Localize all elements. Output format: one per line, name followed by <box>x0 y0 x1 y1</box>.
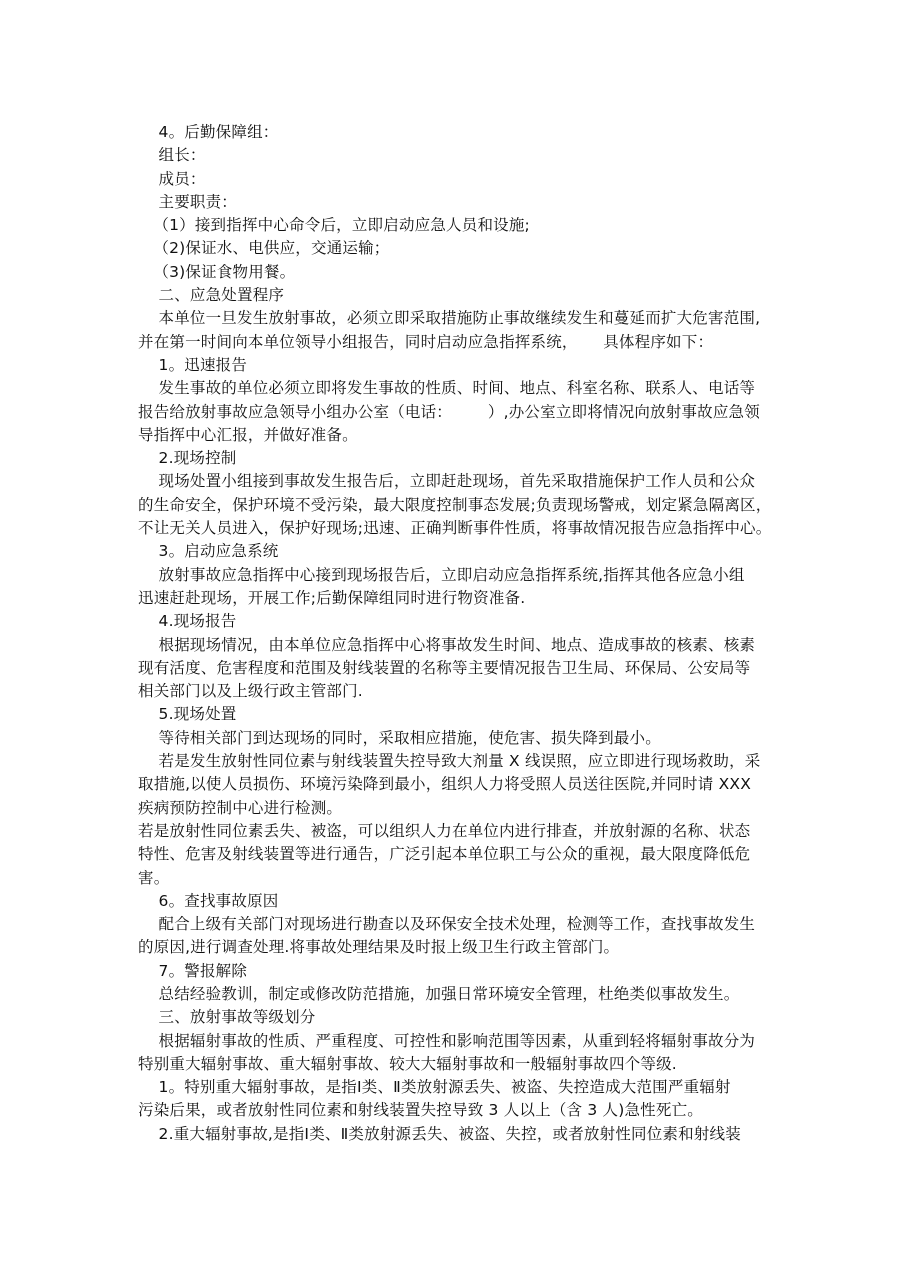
text-line: 2.重大辐射事故,是指Ⅰ类、Ⅱ类放射源丢失、被盗、失控，或者放射性同位素和射线装 <box>138 1124 741 1143</box>
text-line: 1。特别重大辐射事故，是指Ⅰ类、Ⅱ类放射源丢失、被盗、失控造成大范围严重辐射 <box>138 1078 731 1097</box>
text-line: 5.现场处置 <box>138 705 237 724</box>
text-line: 4。后勤保障组： <box>138 123 279 141</box>
text-line: 不让无关人员进入，保护好现场;迅速、正确判断事件性质，将事故情况报告应急指挥中心。 <box>138 519 772 538</box>
text-line: 特性、危害及射线装置等进行通告，广泛引起本单位职工与公众的重视，最大限度降低危 <box>138 845 751 864</box>
text-line: 1。迅速报告 <box>138 355 248 374</box>
text-line: 组长： <box>138 146 206 165</box>
text-line: 成员： <box>138 169 206 188</box>
text-line: 主要职责： <box>138 192 238 211</box>
text-line: 导指挥中心汇报，并做好准备。 <box>138 425 358 444</box>
text-line: 4.现场报告 <box>138 612 237 631</box>
text-line: 相关部门以及上级行政主管部门. <box>138 682 363 701</box>
text-line: 三、放射事故等级划分 <box>138 1008 316 1027</box>
text-line: （2)保证水、电供应，交通运输； <box>138 239 390 258</box>
text-line: 污染后果，或者放射性同位素和射线装置失控导致 3 人以上（含 3 人)急性死亡。 <box>138 1101 703 1120</box>
text-line: 报告给放射事故应急领导小组办公室（电话： ）,办公室立即将情况向放射事故应急领 <box>138 402 760 421</box>
text-line: 本单位一旦发生放射事故，必须立即采取措施防止事故继续发生和蔓延而扩大危害范围, <box>138 309 761 328</box>
text-line: 取措施,以使人员损伤、环境污染降到最小，组织人力将受照人员送往医院,并同时请 XXX <box>138 775 752 794</box>
text-line: 发生事故的单位必须立即将发生事故的性质、时间、地点、科室名称、联系人、电话等 <box>138 379 756 398</box>
text-line: 的生命安全，保护环境不受污染，最大限度控制事态发展;负责现场警戒，划定紧急隔离区， <box>138 495 772 514</box>
text-line: （1）接到指挥中心命令后，立即启动应急人员和设施; <box>138 216 530 235</box>
text-line: 疾病预防控制中心进行检测。 <box>138 798 343 817</box>
text-line: 害。 <box>138 868 170 887</box>
text-line: 总结经验教训，制定或修改防范措施，加强日常环境安全管理，杜绝类似事故发生。 <box>138 984 740 1003</box>
text-line: 现有活度、危害程度和范围及射线装置的名称等主要情况报告卫生局、环保局、公安局等 <box>138 658 751 677</box>
text-line: 二、应急处置程序 <box>138 286 285 305</box>
text-line: 根据现场情况，由本单位应急指挥中心将事故发生时间、地点、造成事故的核素、核素 <box>138 635 756 654</box>
text-line: 特别重大辐射事故、重大辐射事故、较大大辐射事故和一般辐射事故四个等级. <box>138 1054 677 1073</box>
text-line: 等待相关部门到达现场的同时，采取相应措施，使危害、损失降到最小。 <box>138 728 661 747</box>
text-line: 现场处置小组接到事故发生报告后，立即赶赴现场，首先采取措施保护工作人员和公众 <box>138 472 756 491</box>
text-line: 配合上级有关部门对现场进行勘查以及环保安全技术处理，检测等工作，查找事故发生 <box>138 915 756 934</box>
text-line: 的原因,进行调查处理.将事故处理结果及时报上级卫生行政主管部门。 <box>138 938 620 957</box>
text-line: 7。警报解除 <box>138 961 248 980</box>
document-body <box>138 121 788 1146</box>
text-line: 并在第一时间向本单位领导小组报告，同时启动应急指挥系统， 具体程序如下： <box>138 332 714 351</box>
text-line: 2.现场控制 <box>138 449 237 468</box>
text-line: 若是放射性同位素丢失、被盗，可以组织人力在单位内进行排查，并放射源的名称、状态 <box>138 821 751 840</box>
text-line: 3。启动应急系统 <box>138 542 279 561</box>
text-line: 放射事故应急指挥中心接到现场报告后，立即启动应急指挥系统,指挥其他各应急小组 <box>138 565 745 584</box>
text-line: 根据辐射事故的性质、严重程度、可控性和影响范围等因素，从重到轻将辐射事故分为 <box>138 1031 756 1050</box>
text-line: 若是发生放射性同位素与射线装置失控导致大剂量 X 线误照，应立即进行现场救助，采 <box>138 752 761 771</box>
text-line: （3)保证食物用餐。 <box>138 262 296 281</box>
text-line: 迅速赶赴现场，开展工作;后勤保障组同时进行物资准备. <box>138 588 526 607</box>
text-line: 6。查找事故原因 <box>138 891 279 910</box>
